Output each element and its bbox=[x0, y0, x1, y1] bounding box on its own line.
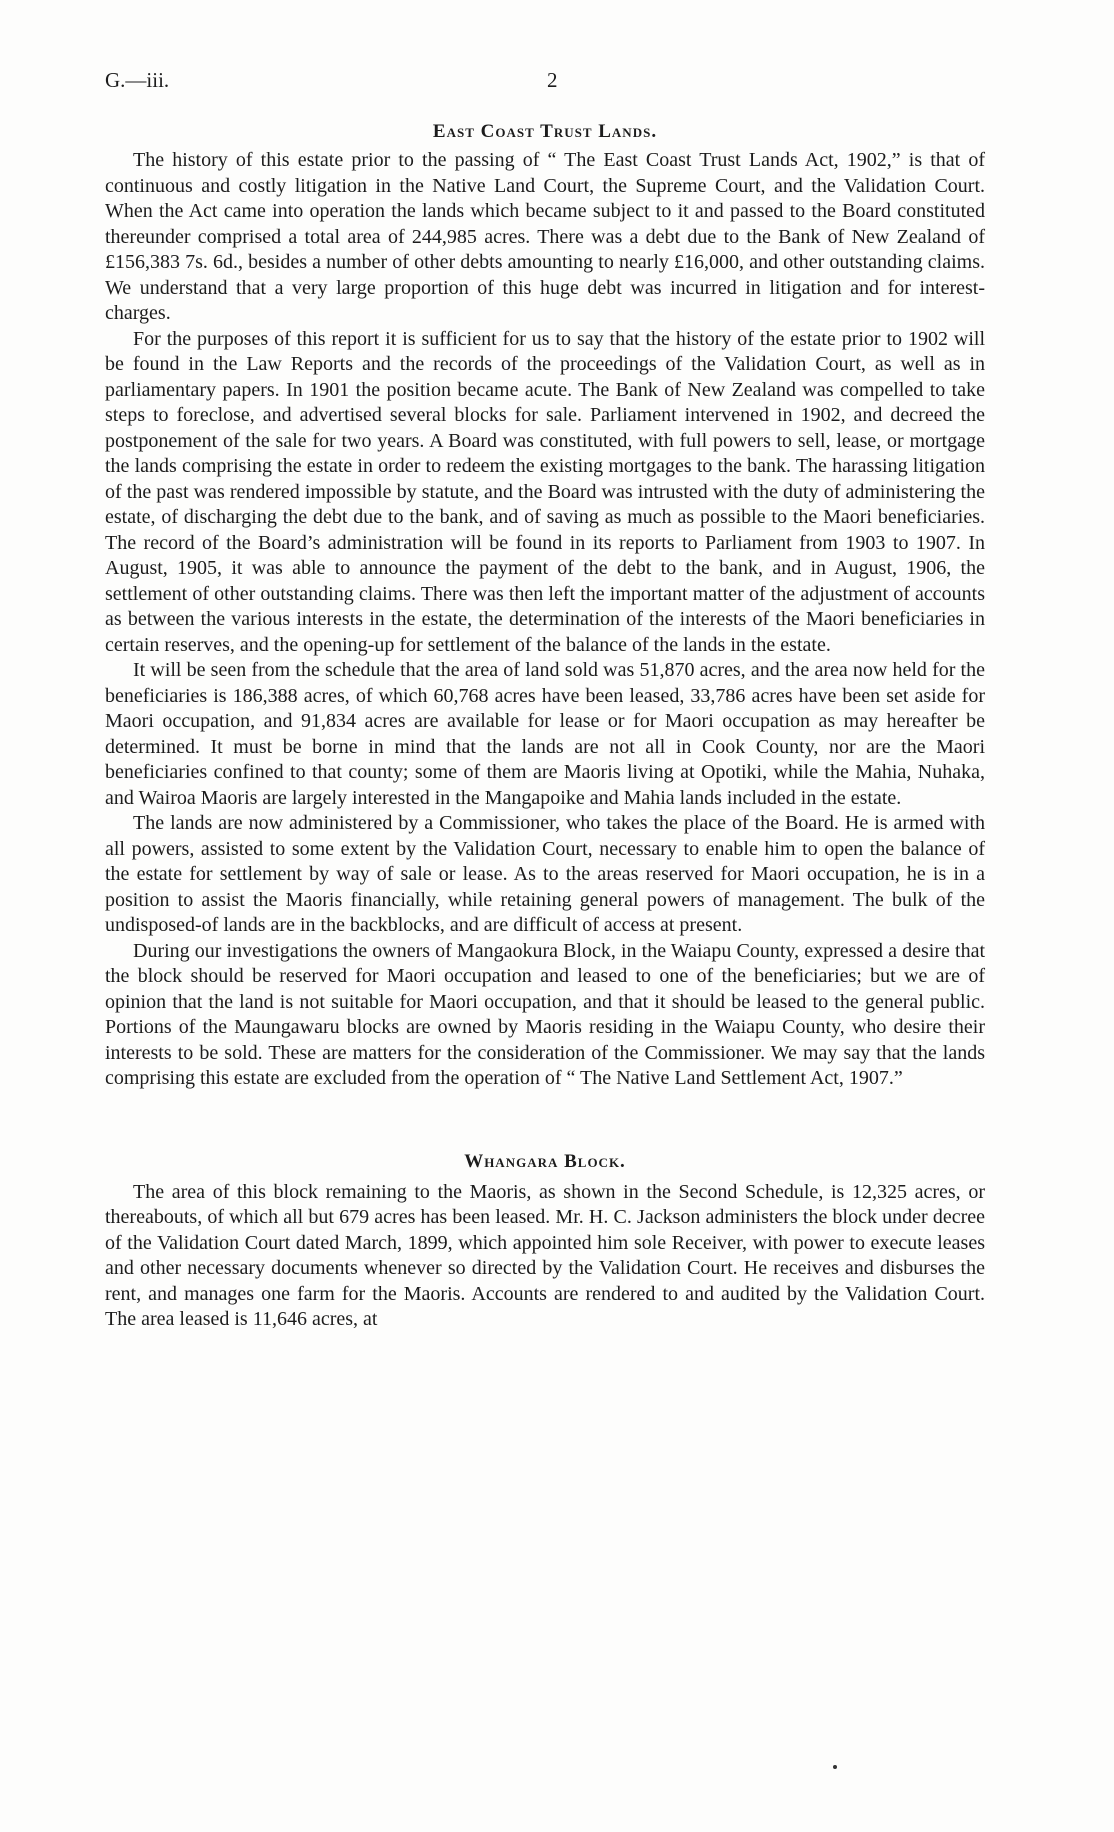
page-number: 2 bbox=[547, 68, 558, 92]
paragraph: For the purposes of this report it is sufficient for us to say that the history of the estate prior to 1902 will be found in the Law Reports and the records of the proceedings of the Validation Court, as well as in parliamentary papers. In 1901 the position became acute. The Bank of New Zealand was compelled to take steps to foreclose, and advertised several blocks for sale. Parliament intervened in 1902, and decreed the postponement of the sale for two years. A Board was constituted, with full powers to sell, lease, or mortgage the lands comprising the estate in order to redeem the existing mortgages to the bank. The harassing litigation of the past was rendered impossible by statute, and the Board was intrusted with the duty of administering the estate, of discharging the debt due to the bank, and of saving as much as possible to the Maori beneficiaries. The record of the Board’s administration will be found in its reports to Parliament from 1903 to 1907. In August, 1905, it was able to announce the payment of the debt to the bank, and in August, 1906, the settlement of other outstanding claims. There was then left the important matter of the adjustment of accounts as between the various interests in the estate, the determination of the interests of the Maori beneficiaries in certain reserves, and the opening-up for settlement of the balance of the lands in the estate. bbox=[105, 327, 985, 656]
section-title: Whangara Block. bbox=[464, 1150, 626, 1172]
page-header bbox=[105, 68, 985, 98]
paragraph: The history of this estate prior to the passing of “ The East Coast Trust Lands Act, 1902,” is that of continuous and costly litigation in the Native Land Court, the Supreme Court, and the Validation Court. When the Act came into operation the lands which became subject to it and passed to the Board constituted thereunder comprised a total area of 244,985 acres. There was a debt due to the Bank of New Zealand of £156,383 7s. 6d., besides a number of other debts amounting to nearly £16,000, and other outstanding claims. We understand that a very large proportion of this huge debt was incurred in litigation and for interest-charges. bbox=[105, 149, 985, 324]
paragraph: During our investigations the owners of Mangaokura Block, in the Waiapu County, expressed a desire that the block should be reserved for Maori occupation and leased to one of the beneficiaries; but we are of opinion that the land is not suitable for Maori occupation, and that it should be leased to the general public. Portions of the Maungawaru blocks are owned by Maoris residing in the Waiapu County, who desire their interests to be sold. These are matters for the consideration of the Commissioner. We may say that the lands comprising this estate are excluded from the operation of “ The Native Land Settlement Act, 1907.” bbox=[105, 939, 985, 1089]
paragraph: It will be seen from the schedule that the area of land sold was 51,870 acres, and the area now held for the beneficiaries is 186,388 acres, of which 60,768 acres have been leased, 33,786 acres have been set aside for Maori occupation, and 91,834 acres are available for lease or for Maori occupation as may hereafter be determined. It must be borne in mind that the lands are not all in Cook County, nor are the Maori beneficiaries confined to that county; some of them are Maoris living at Opotiki, while the Mahia, Nuhaka, and Wairoa Maoris are largely interested in the Mangapoike and Mahia lands included in the estate. bbox=[105, 659, 985, 809]
ink-speck bbox=[833, 1765, 837, 1769]
section-east-coast-trust-lands bbox=[105, 120, 985, 1092]
document-body bbox=[105, 120, 985, 1333]
section-title: East Coast Trust Lands. bbox=[432, 121, 658, 142]
paragraph: The lands are now administered by a Commissioner, who takes the place of the Board. He is armed with all powers, assisted to some extent by the Validation Court, necessary to enable him to open the balance of the estate for settlement by way of sale or lease. As to the areas reserved for Maori occupation, he is in a position to assist the Maoris financially, while retaining general powers of management. The bulk of the undisposed-of lands are in the backblocks, and are difficult of access at present. bbox=[105, 812, 985, 936]
paragraph: The area of this block remaining to the Maoris, as shown in the Second Schedule, is 12,325 acres, or thereabouts, of which all but 679 acres has been leased. Mr. H. C. Jackson administers the block under decree of the Validation Court dated March, 1899, which appointed him sole Receiver, with power to execute leases and other necessary documents whenever so directed by the Validation Court. He receives and disburses the rent, and manages one farm for the Maoris. Accounts are rendered to and audited by the Validation Court. The area leased is 11,646 acres, at bbox=[105, 1180, 985, 1330]
section-whangara-block bbox=[105, 1150, 985, 1333]
page-reference: G.—iii. bbox=[105, 68, 170, 92]
